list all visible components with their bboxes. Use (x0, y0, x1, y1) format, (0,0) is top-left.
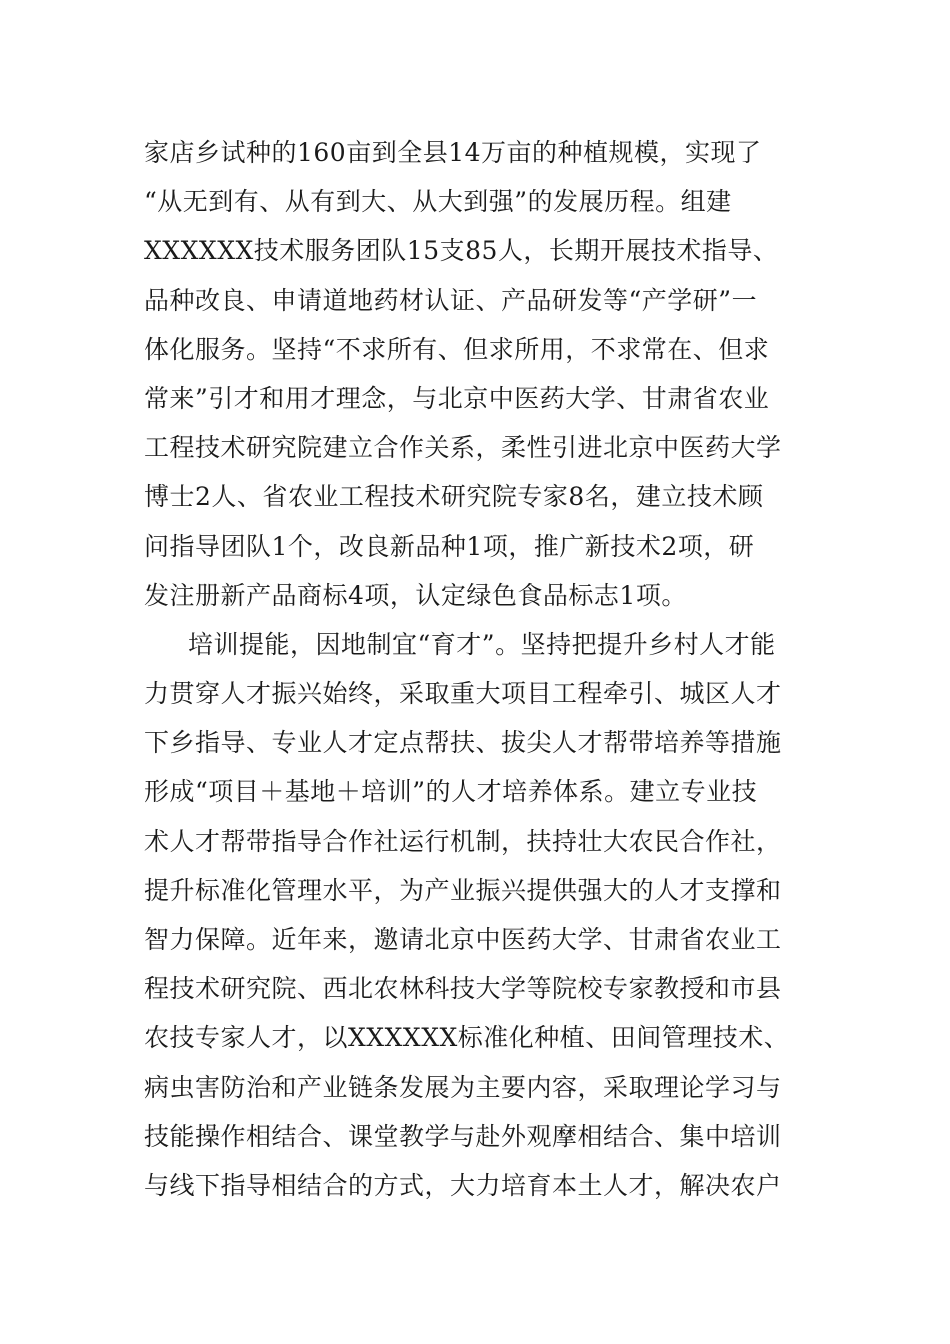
paragraph-line: 体化服务。坚持“不求所有、但求所用，不求常在、但求 (144, 334, 770, 364)
paragraph-line: 工程技术研究院建立合作关系，柔性引进北京中医药大学 (144, 433, 782, 463)
paragraph-line: “从无到有、从有到大、从大到强”的发展历程。组建 (144, 187, 732, 217)
paragraph-line: 程技术研究院、西北农林科技大学等院校专家教授和市县 (144, 974, 782, 1004)
paragraph-line-indented: 培训提能，因地制宜“育才”。坚持把提升乡村人才能 (188, 629, 776, 659)
paragraph-2 (144, 620, 808, 1210)
paragraph-line: 品种改良、申请道地药材认证、产品研发等“产学研”一 (144, 285, 758, 315)
paragraph-line: 智力保障。近年来，邀请北京中医药大学、甘肃省农业工 (144, 925, 782, 954)
paragraph-line: 农技专家人才，以XXXXXX标准化种植、田间管理技术、 (144, 1023, 790, 1053)
paragraph-line: 与线下指导相结合的方式，大力培育本土人才，解决农户 (144, 1170, 782, 1200)
paragraph-line: 博士2人、省农业工程技术研究院专家8名，建立技术顾 (144, 482, 764, 512)
paragraph-line: 发注册新产品商标4项，认定绿色食品标志1项。 (144, 580, 687, 610)
document-body (144, 128, 808, 1210)
paragraph-line: 病虫害防治和产业链条发展为主要内容，采取理论学习与 (144, 1072, 782, 1102)
paragraph-line: 提升标准化管理水平，为产业振兴提供强大的人才支撑和 (144, 875, 782, 905)
paragraph-line: 术人才帮带指导合作社运行机制，扶持壮大农民合作社， (144, 826, 782, 856)
paragraph-line: 技能操作相结合、课堂教学与赴外观摩相结合、集中培训 (144, 1121, 782, 1151)
paragraph-line: 常来”引才和用才理念，与北京中医药大学、甘肃省农业 (144, 383, 770, 413)
paragraph-line: 问指导团队1个，改良新品种1项，推广新技术2项，研 (144, 531, 755, 561)
paragraph-1 (144, 128, 808, 620)
paragraph-line: 下乡指导、专业人才定点帮扶、拔尖人才帮带培养等措施 (144, 728, 782, 758)
paragraph-line: XXXXXX技术服务团队15支85人，长期开展技术指导、 (144, 236, 779, 266)
paragraph-line: 形成“项目＋基地＋培训”的人才培养体系。建立专业技 (144, 777, 758, 807)
paragraph-line: 家店乡试种的160亩到全县14万亩的种植规模，实现了 (144, 138, 762, 167)
paragraph-line: 力贯穿人才振兴始终，采取重大项目工程牵引、城区人才 (144, 679, 782, 709)
